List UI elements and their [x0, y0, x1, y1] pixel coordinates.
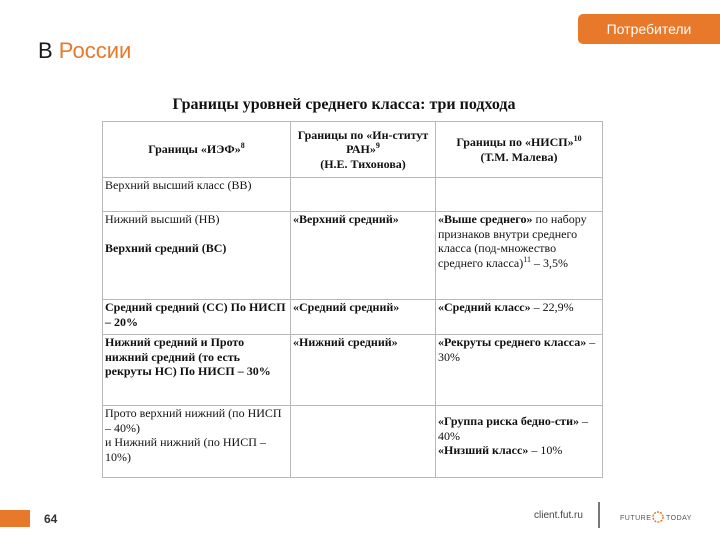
cell-lower-middle: Нижний средний и Прото нижний средний (то есть рекруты НС) По НИСП – 30% — [103, 335, 291, 406]
table-header-row — [103, 122, 603, 178]
cell-poverty: «Группа риска бедно-сти» – 40% «Низший класс» – 10% — [436, 406, 603, 478]
page-title — [38, 38, 131, 64]
table-row — [103, 178, 603, 212]
middle-class-table — [102, 121, 603, 478]
table-row — [103, 300, 603, 335]
table-row — [103, 406, 603, 478]
cell-lower-classes: Прото верхний нижний (по НИСП – 40%) и Нижний нижний (по НИСП – 10%) — [103, 406, 291, 478]
cell-above-middle: «Выше среднего» по набору признаков внутри среднего класса (под-множество среднего класса)$^{11}$ – 3,5% — [436, 212, 603, 300]
cell-empty — [291, 178, 436, 212]
header-ief: Границы «ИЭФ»$^8$ — [103, 122, 291, 178]
cell-middle-nisp: «Средний класс» – 22,9% — [436, 300, 603, 335]
svg-text:TODAY: TODAY — [666, 515, 692, 522]
footer-divider — [598, 502, 600, 528]
cell-recruits: «Рекруты среднего класса» – 30% — [436, 335, 603, 406]
svg-text:FUTURE: FUTURE — [620, 515, 652, 522]
title-accent: России — [58, 38, 132, 63]
cell-lower-ran: «Нижний средний» — [291, 335, 436, 406]
header-ran: Границы по «Ин-ститут РАН»$^9$ (Н.Е. Тихонова) — [291, 122, 436, 178]
cell-empty — [291, 406, 436, 478]
cell-nv-vs: Нижний высший (НВ) Верхний средний (ВС) — [103, 212, 291, 300]
cell-middle-middle: Средний средний (СС) По НИСП – 20% — [103, 300, 291, 335]
cell-vv: Верхний высший класс (ВВ) — [103, 178, 291, 212]
site-link[interactable]: client.fut.ru — [534, 510, 583, 521]
section-tag: Потребители — [578, 14, 720, 44]
page-number: 64 — [44, 512, 58, 526]
header-nisp: Границы по «НИСП»$^{10}$ (Т.М. Малева) — [436, 122, 603, 178]
future-today-logo — [620, 510, 705, 524]
cell-upper-middle: «Верхний средний» — [291, 212, 436, 300]
title-prefix: В — [38, 38, 59, 63]
table-row — [103, 335, 603, 406]
cell-empty — [436, 178, 603, 212]
table-row — [103, 212, 603, 300]
footer-accent-bar — [0, 510, 30, 527]
table-title: Границы уровней среднего класса: три подхода — [172, 96, 516, 113]
cell-middle-ran: «Средний средний» — [291, 300, 436, 335]
